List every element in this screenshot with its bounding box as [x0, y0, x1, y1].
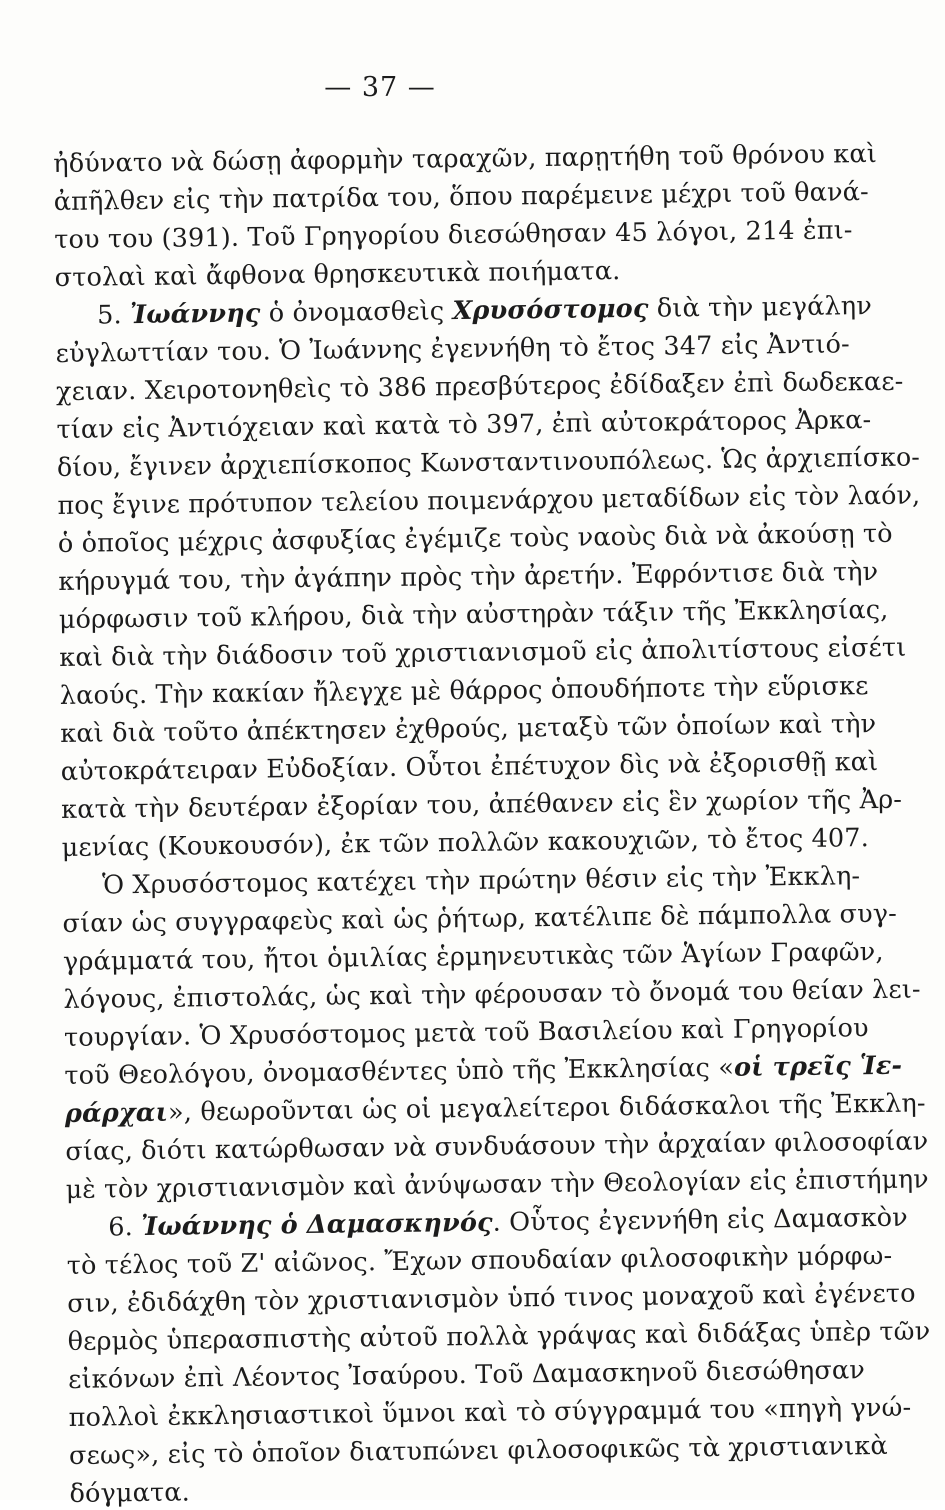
text-line: σίαν ὡς συγγραφεὺς καὶ ὡς ῥήτωρ, κατέλιπε δὲ πάμπολλα συγ-	[62, 898, 898, 939]
term-three-hierarchs-end: ράρχαι	[64, 1097, 169, 1129]
text-line: δόγματα.	[69, 1477, 191, 1509]
text-line: κήρυγμά του, τὴν ἀγάπην πρὸς τὴν ἀρετήν. Ἐφρόντισε διὰ τὴν	[58, 556, 879, 598]
text-line: καὶ διὰ τοῦτο ἀπέκτησεν ἐχθρούς, μεταξὺ τῶν ὁποίων καὶ τὴν	[60, 709, 877, 749]
name-ioannis: Ἰωάννης	[129, 298, 261, 331]
text-line: λόγους, ἐπιστολάς, ὡς καὶ τὴν φέρουσαν τὸ ὄνομά του θείαν λει-	[63, 974, 921, 1015]
text-line: θερμὸς ὑπερασπιστὴς αὐτοῦ πολλὰ γράψας καὶ διδάξας ὑπὲρ τῶν	[67, 1316, 931, 1357]
text-line: λαούς. Τὴν κακίαν ἤλεγχε μὲ θάρρος ὁπουδήποτε τὴν εὕρισκε	[59, 671, 869, 711]
text-line: μὲ τὸν χριστιανισμὸν καὶ ἀνύψωσαν τὴν Θεολογίαν εἰς ἐπιστήμην	[65, 1164, 929, 1205]
text-line: γράμματά του, ἤτοι ὁμιλίας ἑρμηνευτικὰς τῶν Ἁγίων Γραφῶν,	[62, 936, 884, 977]
text-line: αὐτοκράτειραν Εὐδοξίαν. Οὗτοι ἐπέτυχον δὶς νὰ ἐξορισθῇ καὶ	[60, 747, 879, 787]
text-line: χειαν. Χειροτονηθεὶς τὸ 386 πρεσβύτερος ἐδίδαξεν ἐπὶ δωδεκαε-	[55, 366, 904, 408]
text-line: πολλοὶ ἐκκλησιαστικοὶ ὕμνοι καὶ τὸ σύγγραμμά του «πηγὴ γνώ-	[68, 1392, 912, 1433]
name-ioannis-damaskinos: Ἰωάννης ὁ Δαμασκηνός	[140, 1207, 493, 1243]
text-line: δίου, ἔγινεν ἀρχιεπίσκοπος Κωνσταντινουπόλεως. Ὡς ἀρχιεπίσκο-	[56, 442, 921, 484]
text-line: σεως», εἰς τὸ ὁποῖον διατυπώνει φιλοσοφικῶς τὰ χριστιανικὰ	[68, 1430, 888, 1471]
text-line: μόρφωσιν τοῦ κλήρου, διὰ τὴν αὐστηρὰν τάξιν τῆς Ἐκκλησίας,	[58, 594, 889, 636]
section-heading-6: 6. Ἰωάννης ὁ Δαμασκηνός. Οὗτος ἐγεννήθη εἰς Δαμασκὸν	[108, 1202, 909, 1243]
text-line: σιν, ἐδιδάχθη τὸν χριστιανισμὸν ὑπό τινος μοναχοῦ καὶ ἐγένετο	[67, 1278, 916, 1319]
text-line: ὁ ὁποῖος μέχρις ἀσφυξίας ἐγέμιζε τοὺς ναοὺς διὰ νὰ ἀκούσῃ τὸ	[57, 518, 893, 560]
text-line: σίας, διότι κατώρθωσαν νὰ συνδυάσουν τὴν ἀρχαίαν φιλοσοφίαν	[65, 1126, 929, 1167]
text-line: καὶ διὰ τὴν διάδοσιν τοῦ χριστιανισμοῦ εἰς ἀπολιτίστους εἰσέτι	[59, 632, 907, 673]
text-line: τοῦ Θεολόγου, ὀνομασθέντες ὑπὸ τῆς Ἐκκλησίας «οἱ τρεῖς Ἱε-	[64, 1050, 903, 1091]
text-line: του του (391). Τοῦ Γρηγορίου διεσώθησαν 45 λόγοι, 214 ἐπι-	[54, 215, 853, 256]
text-line: τίαν εἰς Ἀντιόχειαν καὶ κατὰ τὸ 397, ἐπὶ αὐτοκράτορος Ἀρκα-	[56, 405, 872, 446]
page-number: — 37 —	[324, 72, 436, 103]
text-line: ἀπῆλθεν εἰς τὴν πατρίδα του, ὅπου παρέμεινε μέχρι τοῦ θανά-	[53, 177, 870, 218]
text-line: εἰκόνων ἐπὶ Λέοντος Ἰσαύρου. Τοῦ Δαμασκηνοῦ διεσώθησαν	[67, 1355, 866, 1395]
text-line: στολαὶ καὶ ἄφθονα θρησκευτικὰ ποιήματα.	[54, 256, 621, 294]
text-line: τὸ τέλος τοῦ Ζ' αἰῶνος. Ἔχων σπουδαίαν φιλοσοφικὴν μόρφω-	[66, 1240, 893, 1281]
paragraph-start: Ὁ Χρυσόστομος κατέχει τὴν πρώτην θέσιν εἰς τὴν Ἐκκλη-	[101, 861, 861, 901]
text-line: μενίας (Κουκουσόν), ἐκ τῶν πολλῶν κακουχιῶν, τὸ ἔτος 407.	[61, 823, 870, 863]
text-line: εὐγλωττίαν του. Ὁ Ἰωάννης ἐγεννήθη τὸ ἔτος 347 εἰς Ἀντιό-	[55, 329, 851, 370]
text-line: πος ἔγινε πρότυπον τελείου ποιμενάρχου μεταδίδων εἰς τὸν λαόν,	[57, 480, 921, 522]
name-chrysostomos: Χρυσόστομος	[452, 293, 649, 327]
text-line: τουργίαν. Ὁ Χρυσόστομος μετὰ τοῦ Βασιλείου καὶ Γρηγορίου	[63, 1013, 869, 1053]
text-line: κατὰ τὴν δευτέραν ἐξορίαν του, ἀπέθανεν εἰς ἓν χωρίον τῆς Ἀρ-	[61, 784, 903, 825]
section-heading-5: 5. Ἰωάννης ὁ ὀνομασθεὶς Χρυσόστομος διὰ τὴν μεγάλην	[96, 291, 873, 331]
text-line: ἠδύνατο νὰ δώσῃ ἀφορμὴν ταραχῶν, παρῃτήθη τοῦ θρόνου καὶ	[53, 138, 878, 180]
term-three-hierarchs: οἱ τρεῖς Ἱε-	[733, 1050, 903, 1083]
text-line: ράρχαι», θεωροῦνται ὡς οἱ μεγαλείτεροι διδάσκαλοι τῆς Ἐκκλη-	[64, 1088, 926, 1129]
body-text	[0, 118, 936, 1509]
